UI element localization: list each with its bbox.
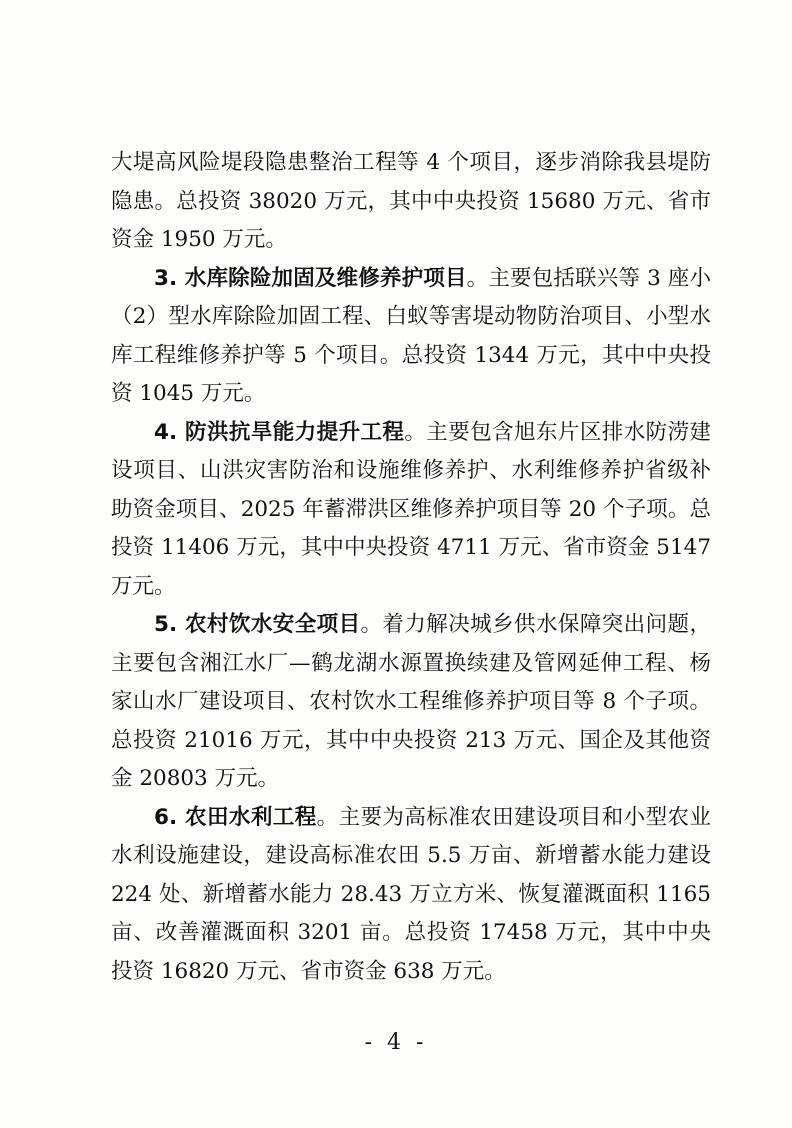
section-heading-flood-control: 4. 防洪抗旱能力提升工程 xyxy=(154,419,405,445)
section-heading-farmland-irrigation: 6. 农田水利工程 xyxy=(154,804,317,830)
paragraph-continued xyxy=(111,144,711,260)
paragraph-text: 大堤高风险堤段隐患整治工程等 4 个项目，逐步消除我县堤防隐患。总投资 38020 万元，其中中央投资 15680 万元、省市资金 1950 万元。 xyxy=(111,150,711,252)
paragraph-farmland-irrigation xyxy=(111,799,711,992)
paragraph-text: 。主要为高标准农田建设项目和小型农业水利设施建设，建设高标准农田 5.5 万亩、新增蓄水能力建设 224 处、新增蓄水能力 28.43 万立方米、恢复灌溉面积 1165 亩、改善灌溉面积 3201 亩。总投资 17458 万元，其中中央投资 16820 万元、省市资金 638 万元。 xyxy=(111,804,711,984)
paragraph-drinking-water xyxy=(111,606,711,799)
paragraph-text: 。主要包括联兴等 3 座小（2）型水库除险加固工程、白蚁等害堤动物防治项目、小型水库工程维修养护等 5 个项目。总投资 1344 万元，其中中央投资 1045 万元。 xyxy=(111,265,711,406)
paragraph-reservoir xyxy=(111,260,711,414)
paragraph-flood-control xyxy=(111,414,711,607)
section-heading-drinking-water: 5. 农村饮水安全项目 xyxy=(154,612,361,637)
paragraph-text: 。着力解决城乡供水保障突出问题，主要包含湘江水厂—鹤龙湖水源置换续建及管网延伸工程、杨家山水厂建设项目、农村饮水工程维修养护项目等 8 个子项。总投资 21016 万元，其中中央投资 213 万元、国企及其他资金 20803 万元。 xyxy=(111,612,711,791)
document-body xyxy=(111,144,711,991)
section-heading-reservoir: 3. 水库除险加固及维修养护项目 xyxy=(154,265,467,291)
page-number: - 4 - xyxy=(364,1030,428,1055)
paragraph-text: 。主要包含旭东片区排水防涝建设项目、山洪灾害防治和设施维修养护、水利维修养护省级补助资金项目、2025 年蓄滞洪区维修养护项目等 20 个子项。总投资 11406 万元，其中中央投资 4711 万元、省市资金 5147 万元。 xyxy=(111,419,711,599)
